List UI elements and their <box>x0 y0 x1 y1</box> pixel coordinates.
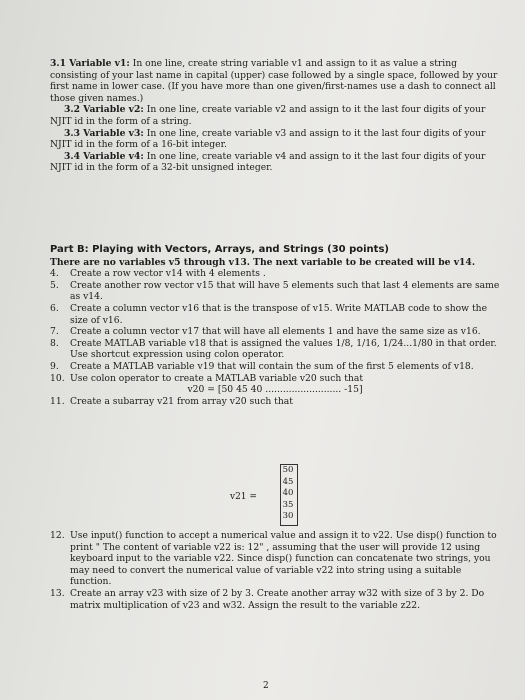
item-number: 11. <box>50 395 65 407</box>
list-item <box>50 530 500 588</box>
list-item <box>50 338 500 361</box>
item-text: Create a row vector v14 with 4 elements . <box>70 268 266 280</box>
item-3-2-heading: 3.2 Variable v2: <box>64 104 144 116</box>
page-number: 2 <box>263 681 269 691</box>
v20-definition: v20 = [50 45 40 .......................... -15] <box>187 384 363 396</box>
list-item <box>50 326 500 338</box>
item-3-1-text: In one line, create string variable v1 and assign to it as value a string consisting of your last name in capital (upper) case followed by a single space, followed by your first name in lower case. (If you have more than one given/first-names use a dash to connect all those given names.) <box>50 58 498 104</box>
part-b-title: Part B: Playing with Vectors, Arrays, and Strings (30 points) <box>50 244 389 255</box>
item-number: 9. <box>50 360 59 372</box>
item-3-3-text: In one line, create variable v3 and assign to it the last four digits of your NJIT id in the form of a 16-bit integer. <box>50 127 486 151</box>
list-item <box>50 588 500 611</box>
list-item <box>50 396 500 408</box>
item-3-1-heading: 3.1 Variable v1: <box>50 58 130 69</box>
item-text: Create a MATLAB variable v19 that will contain the sum of the first 5 elements of v18. <box>70 360 474 372</box>
list-item <box>50 361 500 373</box>
item-number: 10. <box>50 372 65 384</box>
matrix-label: v21 = <box>230 492 257 502</box>
matrix-cell: 45 <box>282 476 294 487</box>
item-number: 12. <box>50 530 65 541</box>
section-12-13 <box>50 530 500 611</box>
item-3-4-heading: 3.4 Variable v4: <box>64 150 144 162</box>
part-b-section <box>50 244 500 407</box>
item-number: 7. <box>50 326 59 338</box>
matrix-cell: 40 <box>282 488 294 498</box>
item-number: 13. <box>50 587 65 599</box>
item-3-4-text: In one line, create variable v4 and assign to it the last four digits of your NJIT id in the form of a 32-bit unsigned integer. <box>50 150 486 174</box>
item-text: Create a column vector v17 that will have all elements 1 and have the same size as v16. <box>70 326 481 338</box>
matrix-cell: 35 <box>282 499 294 510</box>
item-3-2-text: In one line, create variable v2 and assign to it the last four digits of your NJIT id in the form of a string. <box>50 104 486 127</box>
item-text: Create a column vector v16 that is the transpose of v15. Write MATLAB code to show the size of v16. <box>70 302 488 326</box>
item-3-2 <box>50 104 500 127</box>
part-b-intro: There are no variables v5 through v13. The next variable to be created will be v14. <box>50 256 476 268</box>
list-item <box>50 303 500 326</box>
list-item <box>50 280 500 303</box>
item-text: Create a subarray v21 from array v20 such that <box>70 395 293 407</box>
item-text: Use input() function to accept a numerical value and assign it to v22. Use disp() function to print " The content of variable v22 is: 12" , assuming that the user will provide 12 using keyboard input to the variable v22. Since disp() function can concatenate two strings, you may need to convert the numerical value of variable v22 into string using a suitable function. <box>70 530 497 588</box>
item-number: 6. <box>50 302 59 314</box>
item-3-3 <box>50 128 500 151</box>
item-text: Use colon operator to create a MATLAB variable v20 such that <box>70 372 364 384</box>
matrix-cell: 30 <box>282 511 294 521</box>
list-item <box>50 373 500 385</box>
item-number: 8. <box>50 337 59 349</box>
v21-matrix <box>230 464 350 524</box>
item-number: 5. <box>50 279 59 291</box>
item-text: Create MATLAB variable v18 that is assigned the values 1/8, 1/16, 1/24...1/80 in that order. Use shortcut expression using colon operator. <box>70 337 497 361</box>
list-item <box>50 268 500 280</box>
item-text: Create another row vector v15 that will have 5 elements such that last 4 elements are same as v14. <box>70 279 500 303</box>
item-3-3-heading: 3.3 Variable v3: <box>64 127 144 139</box>
matrix-column <box>280 465 296 523</box>
item-number: 4. <box>50 268 59 280</box>
item-text: Create an array v23 with size of 2 by 3. Create another array w32 with size of 3 by 2. Do matrix multiplication of v23 and w32. Assign the result to the variable z22. <box>70 587 485 611</box>
item-3-1 <box>50 58 500 104</box>
matrix-cell: 50 <box>282 465 294 475</box>
section-3-variables <box>50 58 500 174</box>
item-3-4 <box>50 151 500 174</box>
